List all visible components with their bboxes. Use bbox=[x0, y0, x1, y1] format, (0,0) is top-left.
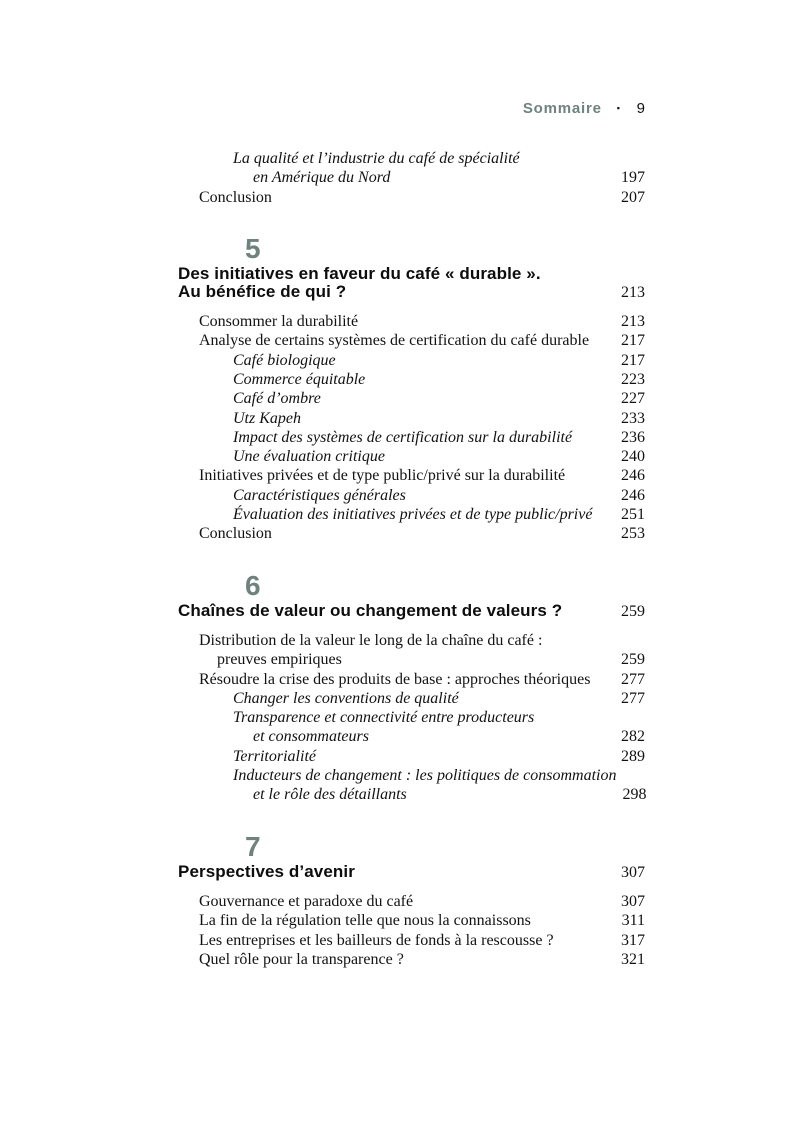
toc-entry-page-number: 307 bbox=[621, 892, 645, 910]
toc-entry-page-number: 246 bbox=[621, 467, 645, 485]
toc-entry-line: Consommer la durabilité bbox=[199, 313, 359, 331]
toc-entry-page-number: 197 bbox=[621, 169, 645, 187]
toc-entry bbox=[178, 447, 645, 466]
chapter-title-row bbox=[178, 863, 645, 882]
chapter-title bbox=[178, 602, 562, 621]
toc-entry bbox=[178, 149, 645, 188]
toc bbox=[178, 139, 645, 969]
toc-entry-page-number: 277 bbox=[621, 689, 645, 707]
toc-entry bbox=[178, 911, 645, 930]
current-page-number: 9 bbox=[636, 100, 645, 117]
toc-entry-page-number: 236 bbox=[621, 428, 645, 446]
toc-entry-line: Résoudre la crise des produits de base : approches théoriques bbox=[199, 670, 591, 688]
toc-entry-label bbox=[178, 747, 615, 766]
toc-section bbox=[178, 234, 645, 544]
toc-entry-page-number: 259 bbox=[621, 651, 645, 669]
toc-entry bbox=[178, 312, 645, 331]
toc-entry-page-number: 321 bbox=[621, 950, 645, 968]
toc-entry-line: et le rôle des détaillants bbox=[253, 786, 407, 804]
running-header bbox=[0, 99, 645, 118]
toc-entry-label bbox=[178, 188, 615, 207]
toc-entry-label bbox=[178, 689, 615, 708]
toc-entry-line: Changer les conventions de qualité bbox=[233, 689, 459, 707]
toc-entry bbox=[178, 524, 645, 543]
toc-entry-page-number: 289 bbox=[621, 747, 645, 765]
toc-entry-label bbox=[178, 931, 615, 950]
toc-entry-label bbox=[178, 351, 615, 370]
toc-entry bbox=[178, 670, 645, 689]
toc-section bbox=[178, 832, 645, 969]
toc-entry-page-number: 213 bbox=[621, 313, 645, 331]
chapter-title-line: Chaînes de valeur ou changement de valeurs ? bbox=[178, 601, 563, 621]
chapter-title-line: Des initiatives en faveur du café « durable ». bbox=[178, 263, 541, 283]
toc-entries bbox=[178, 312, 645, 544]
chapter-title-row bbox=[178, 265, 645, 302]
toc-entry-line: Caractéristiques générales bbox=[233, 486, 406, 504]
chapter-title-line: Au bénéfice de qui ? bbox=[178, 282, 347, 302]
toc-entry-label bbox=[178, 389, 615, 408]
toc-entry-line: Conclusion bbox=[199, 525, 272, 543]
toc-entry-line: Quel rôle pour la transparence ? bbox=[199, 950, 404, 968]
toc-entry-label bbox=[178, 524, 615, 543]
toc-entry bbox=[178, 631, 645, 670]
toc-entry-line: Distribution de la valeur le long de la chaîne du café : bbox=[199, 631, 543, 649]
toc-entry-page-number: 207 bbox=[621, 188, 645, 206]
toc-entry-label bbox=[178, 670, 615, 689]
toc-entry-page-number: 227 bbox=[621, 390, 645, 408]
toc-entry-page-number: 233 bbox=[621, 409, 645, 427]
toc-entry-line: Gouvernance et paradoxe du café bbox=[199, 892, 414, 910]
toc-entry-page-number: 217 bbox=[621, 332, 645, 350]
toc-entry bbox=[178, 708, 645, 747]
chapter-page-number: 259 bbox=[621, 602, 645, 620]
toc-entry bbox=[178, 486, 645, 505]
toc-entry-page-number: 253 bbox=[621, 525, 645, 543]
toc-entry-label bbox=[178, 708, 615, 747]
toc-entry-line: Les entreprises et les bailleurs de fonds à la rescousse ? bbox=[199, 931, 554, 949]
toc-entry-label bbox=[178, 911, 615, 930]
toc-entry-line: Territorialité bbox=[233, 747, 316, 765]
toc-entry bbox=[178, 370, 645, 389]
running-header-title: Sommaire bbox=[522, 100, 602, 117]
toc-entry-label bbox=[178, 766, 616, 805]
toc-entry-line: Transparence et connectivité entre producteurs bbox=[233, 709, 535, 727]
toc-entry bbox=[178, 409, 645, 428]
toc-entry-label bbox=[178, 466, 615, 485]
toc-entry-line: Une évaluation critique bbox=[233, 448, 385, 466]
toc-entry bbox=[178, 689, 645, 708]
toc-entry-line: et consommateurs bbox=[253, 728, 369, 746]
toc-entry-label bbox=[178, 370, 615, 389]
toc-entry-line: Commerce équitable bbox=[233, 370, 366, 388]
toc-entry-page-number: 240 bbox=[621, 448, 645, 466]
chapter-page-number: 307 bbox=[621, 863, 645, 881]
toc-entry bbox=[178, 466, 645, 485]
chapter-title bbox=[178, 863, 355, 882]
toc-entry-line: Café biologique bbox=[233, 351, 336, 369]
toc-entry bbox=[178, 505, 645, 524]
toc-entry bbox=[178, 892, 645, 911]
toc-entries bbox=[178, 631, 645, 805]
toc-entry-label bbox=[178, 149, 615, 188]
toc-entry bbox=[178, 766, 645, 805]
toc-entry bbox=[178, 950, 645, 969]
toc-entry-line: Impact des systèmes de certification sur la durabilité bbox=[233, 428, 573, 446]
toc-entry-line: en Amérique du Nord bbox=[253, 169, 391, 187]
toc-section bbox=[178, 571, 645, 805]
toc-entry-label bbox=[178, 892, 615, 911]
toc-entry-line: preuves empiriques bbox=[217, 651, 342, 669]
chapter-number: 7 bbox=[245, 830, 261, 862]
toc-entry-label bbox=[178, 505, 615, 524]
chapter-title bbox=[178, 265, 541, 302]
toc-entry-page-number: 251 bbox=[621, 506, 645, 524]
toc-entries bbox=[178, 892, 645, 969]
toc-entry-page-number: 246 bbox=[621, 486, 645, 504]
toc-entry-label bbox=[178, 950, 615, 969]
toc-entry-line: Évaluation des initiatives privées et de type public/privé bbox=[233, 506, 593, 524]
toc-entry-label bbox=[178, 331, 615, 350]
toc-entry bbox=[178, 188, 645, 207]
toc-entry-line: Inducteurs de changement : les politiques de consommation bbox=[233, 767, 617, 785]
toc-entry-label bbox=[178, 312, 615, 331]
toc-entry bbox=[178, 389, 645, 408]
toc-entry-page-number: 298 bbox=[622, 786, 647, 804]
toc-entry-label bbox=[178, 428, 615, 447]
chapter-number: 5 bbox=[245, 232, 261, 264]
toc-entry-page-number: 223 bbox=[621, 370, 645, 388]
toc-entry-line: Utz Kapeh bbox=[233, 409, 301, 427]
toc-entry bbox=[178, 351, 645, 370]
toc-entry-page-number: 311 bbox=[621, 912, 645, 930]
toc-entry-page-number: 277 bbox=[621, 670, 645, 688]
toc-entry bbox=[178, 428, 645, 447]
toc-entry bbox=[178, 331, 645, 350]
toc-entry bbox=[178, 931, 645, 950]
toc-entry-page-number: 217 bbox=[621, 351, 645, 369]
toc-entry-page-number: 317 bbox=[621, 931, 645, 949]
toc-entry-line: La fin de la régulation telle que nous la connaissons bbox=[199, 912, 531, 930]
toc-entry bbox=[178, 747, 645, 766]
toc-entry-line: La qualité et l’industrie du café de spécialité bbox=[233, 150, 520, 167]
toc-entry-line: Café d’ombre bbox=[233, 390, 321, 408]
toc-entry-label bbox=[178, 409, 615, 428]
toc-entry-line: Conclusion bbox=[199, 188, 272, 206]
toc-entries bbox=[178, 149, 645, 207]
chapter-title-line: Perspectives d’avenir bbox=[178, 862, 355, 882]
separator-dot-icon: ▪ bbox=[616, 103, 620, 113]
toc-entry-line: Initiatives privées et de type public/privé sur la durabilité bbox=[199, 467, 566, 485]
toc-entry-label bbox=[178, 447, 615, 466]
chapter-number: 6 bbox=[245, 569, 261, 601]
toc-entry-line: Analyse de certains systèmes de certification du café durable bbox=[199, 332, 590, 350]
toc-entry-label bbox=[178, 486, 615, 505]
chapter-title-row bbox=[178, 602, 645, 621]
chapter-page-number: 213 bbox=[621, 283, 645, 301]
toc-entry-page-number: 282 bbox=[621, 728, 645, 746]
toc-entry-label bbox=[178, 631, 615, 670]
toc-section bbox=[178, 149, 645, 207]
